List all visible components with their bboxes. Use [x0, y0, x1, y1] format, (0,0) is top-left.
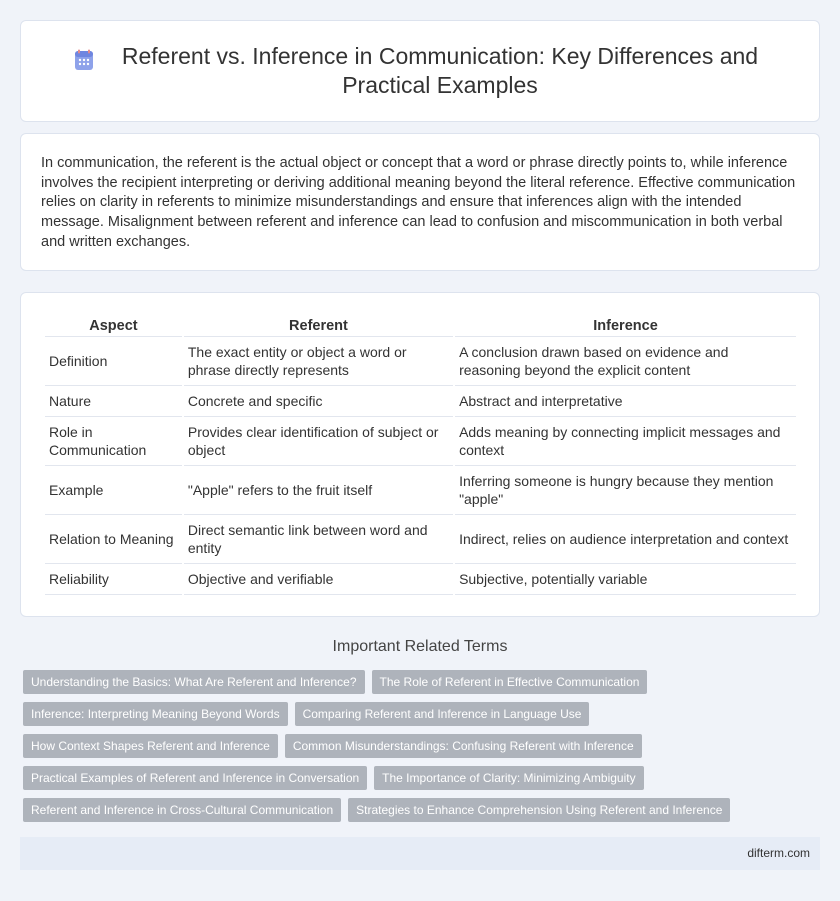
- cell-aspect: Relation to Meaning: [45, 515, 182, 564]
- header-card: [20, 20, 820, 122]
- cell-aspect: Nature: [45, 386, 182, 417]
- table-row: [45, 515, 796, 564]
- cell-referent: Direct semantic link between word and entity: [184, 515, 453, 564]
- header-referent: Referent: [184, 313, 453, 337]
- header-inference: Inference: [455, 313, 796, 337]
- table-row: [45, 386, 796, 417]
- intro-paragraph: In communication, the referent is the actual object or concept that a word or phrase directly points to, while inference involves the recipient interpreting or deriving additional meaning beyond the literal reference. Effective communication relies on clarity in referents to minimize misunderstandings and ensure that inferences align with the intended message. Misalignment between referent and inference can lead to confusion and miscommunication in both verbal and written exchanges.: [41, 155, 796, 250]
- cell-inference: Subjective, potentially variable: [455, 564, 796, 595]
- cell-aspect: Example: [45, 466, 182, 515]
- related-term-tag[interactable]: How Context Shapes Referent and Inference: [23, 734, 278, 758]
- cell-inference: Abstract and interpretative: [455, 386, 796, 417]
- cell-referent: Objective and verifiable: [184, 564, 453, 595]
- related-term-tag[interactable]: Referent and Inference in Cross-Cultural Communication: [23, 798, 341, 822]
- related-term-tag[interactable]: The Importance of Clarity: Minimizing Ambiguity: [374, 766, 643, 790]
- table-header-row: [45, 313, 796, 337]
- comparison-card: [20, 292, 820, 617]
- table-row: [45, 466, 796, 515]
- related-terms-list: [23, 670, 813, 830]
- tag-row: [23, 766, 813, 790]
- tag-row: [23, 734, 813, 758]
- related-term-tag[interactable]: Common Misunderstandings: Confusing Referent with Inference: [285, 734, 642, 758]
- cell-referent: The exact entity or object a word or phrase directly represents: [184, 337, 453, 386]
- related-term-tag[interactable]: Inference: Interpreting Meaning Beyond Words: [23, 702, 288, 726]
- table-row: [45, 564, 796, 595]
- related-term-tag[interactable]: Strategies to Enhance Comprehension Using Referent and Inference: [348, 798, 730, 822]
- table-row: [45, 337, 796, 386]
- related-term-tag[interactable]: The Role of Referent in Effective Communication: [372, 670, 648, 694]
- cell-inference: Inferring someone is hungry because they mention "apple": [455, 466, 796, 515]
- cell-inference: A conclusion drawn based on evidence and reasoning beyond the explicit content: [455, 337, 796, 386]
- footer-site-link[interactable]: difterm.com: [747, 846, 810, 860]
- cell-inference: Indirect, relies on audience interpretation and context: [455, 515, 796, 564]
- cell-aspect: Reliability: [45, 564, 182, 595]
- related-term-tag[interactable]: Practical Examples of Referent and Inference in Conversation: [23, 766, 367, 790]
- cell-inference: Adds meaning by connecting implicit messages and context: [455, 417, 796, 466]
- intro-card: [20, 133, 820, 271]
- cell-aspect: Definition: [45, 337, 182, 386]
- header-aspect: Aspect: [45, 313, 182, 337]
- related-term-tag[interactable]: Comparing Referent and Inference in Language Use: [295, 702, 590, 726]
- related-terms-title: Important Related Terms: [332, 638, 508, 655]
- page-title: Referent vs. Inference in Communication: Key Differences and Practical Examples: [121, 43, 759, 98]
- cell-referent: Concrete and specific: [184, 386, 453, 417]
- table-row: [45, 417, 796, 466]
- tag-row: [23, 670, 813, 694]
- cell-referent: "Apple" refers to the fruit itself: [184, 466, 453, 515]
- comparison-table: [43, 313, 798, 595]
- tag-row: [23, 798, 813, 822]
- cell-referent: Provides clear identification of subject or object: [184, 417, 453, 466]
- related-term-tag[interactable]: Understanding the Basics: What Are Referent and Inference?: [23, 670, 365, 694]
- cell-aspect: Role in Communication: [45, 417, 182, 466]
- tag-row: [23, 702, 813, 726]
- document-icon: [73, 49, 95, 71]
- footer: [20, 837, 820, 870]
